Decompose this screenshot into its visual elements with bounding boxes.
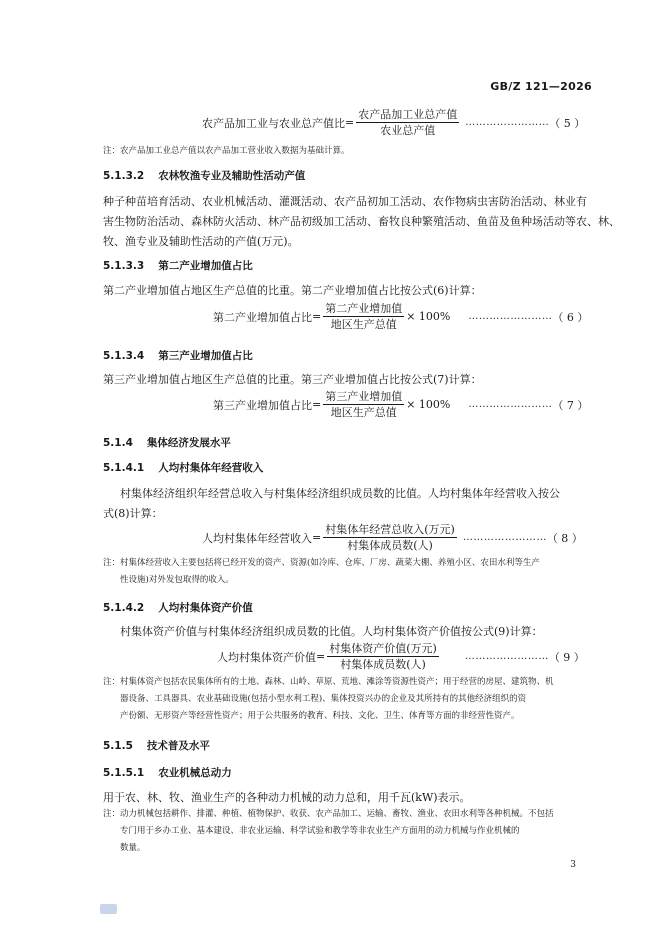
paragraph: 第三产业增加值占地区生产总值的比重。第三产业增加值占比按公式(7)计算： <box>103 373 482 386</box>
section-heading-5-1-3-2 <box>103 168 305 183</box>
formula-eq: = <box>316 650 326 663</box>
section-number: 5.1.3.3 <box>103 260 145 272</box>
note-line: 注：动力机械包括耕作、排灌、种植、植物保护、收获、农产品加工、运输、畜牧、渔业、农田水利等各种机械。不包括 <box>103 809 554 819</box>
formula-numerator: 农产品加工业总产值 <box>358 108 458 121</box>
formula-9 <box>217 642 585 671</box>
formula-leader-dots: …………………… <box>468 311 553 322</box>
section-heading-5-1-3-3 <box>103 258 253 273</box>
note-line: 性设施)对外发包取得的收入。 <box>120 575 234 585</box>
section-title: 技术普及水平 <box>146 740 210 752</box>
note-line: 注：村集体资产包括农民集体所有的土地、森林、山岭、草原、荒地、滩涂等资源性资产；用于经营的房屋、建筑物、机 <box>103 677 554 687</box>
formula-leader-dots: …………………… <box>462 532 547 543</box>
formula-denominator: 农业总产值 <box>380 124 436 137</box>
section-heading-5-1-3-4 <box>103 348 253 363</box>
paragraph-line: 害生物防治活动、森林防火活动、林产品初级加工活动、畜牧良种繁殖活动、鱼苗及鱼种场活动等农、林、 <box>103 215 620 228</box>
section-number: 5.1.4.2 <box>103 602 145 614</box>
formula-fraction <box>323 523 457 552</box>
formula-number: （ 5 ） <box>549 116 586 130</box>
formula-numerator: 第三产业增加值 <box>325 390 403 403</box>
paragraph: 第二产业增加值占地区生产总值的比重。第二产业增加值占比按公式(6)计算： <box>103 284 482 297</box>
formula-6 <box>213 302 588 331</box>
note-line: 数量。 <box>120 843 146 853</box>
section-heading-5-1-5 <box>103 738 210 753</box>
section-number: 5.1.5.1 <box>103 767 145 779</box>
note-line: 器设备、工具器具、农业基础设施(包括小型水利工程)、集体投资兴办的企业及其所持有的其他经济组织的资 <box>120 694 527 704</box>
section-number: 5.1.4 <box>103 437 133 449</box>
formula-eq: = <box>312 398 322 411</box>
section-number: 5.1.5 <box>103 740 133 752</box>
paragraph-line: 种子种苗培育活动、农业机械活动、灌溉活动、农产品初加工活动、农作物病虫害防治活动、林业有 <box>103 195 587 208</box>
formula-number: （ 9 ） <box>548 650 585 664</box>
section-heading-5-1-4-1 <box>103 460 263 475</box>
formula-eq: = <box>312 531 322 544</box>
formula-leader-dots: …………………… <box>468 399 553 410</box>
paragraph: 村集体资产价值与村集体经济组织成员数的比值。人均村集体资产价值按公式(9)计算： <box>120 625 543 638</box>
formula-multiplier: × 100% <box>406 310 451 323</box>
formula-numerator: 村集体资产价值(万元) <box>329 642 437 655</box>
formula-number: （ 8 ） <box>546 531 583 545</box>
formula-fraction <box>323 302 404 331</box>
section-heading-5-1-4-2 <box>103 600 253 615</box>
section-title: 人均村集体资产价值 <box>158 602 253 614</box>
formula-leader-dots: …………………… <box>464 651 549 662</box>
formula-7 <box>213 390 588 419</box>
section-title: 第二产业增加值占比 <box>158 260 253 272</box>
formula-lhs: 人均村集体年经营收入 <box>202 531 312 545</box>
note-line: 产份额、无形资产等经营性资产；用于公共服务的教育、科技、文化、卫生、体育等方面的非经营性资产。 <box>120 711 520 721</box>
section-title: 人均村集体年经营收入 <box>158 462 264 474</box>
watermark-logo <box>100 904 117 914</box>
paragraph-line: 村集体经济组织年经营总收入与村集体经济组织成员数的比值。人均村集体年经营收入按公 <box>120 487 560 500</box>
note-line: 专门用于乡办工业、基本建设、非农业运输、科学试验和教学等非农业生产方面用的动力机械与作业机械的 <box>120 826 520 836</box>
paragraph-line: 牧、渔专业及辅助性活动的产值(万元)。 <box>103 235 299 248</box>
section-number: 5.1.3.2 <box>103 170 145 182</box>
section-title: 集体经济发展水平 <box>146 437 231 449</box>
section-title: 第三产业增加值占比 <box>158 350 253 362</box>
formula-5 <box>202 108 585 137</box>
formula-lhs: 第二产业增加值占比 <box>213 310 312 324</box>
formula-lhs: 农产品加工业与农业总产值比 <box>202 116 345 130</box>
formula-fraction <box>327 642 439 671</box>
formula-eq: = <box>312 310 322 323</box>
section-number: 5.1.4.1 <box>103 462 145 474</box>
formula-number: （ 6 ） <box>552 310 589 324</box>
section-title: 农林牧渔专业及辅助性活动产值 <box>158 170 306 182</box>
paragraph-line: 式(8)计算： <box>103 507 163 520</box>
formula-numerator: 第二产业增加值 <box>325 302 403 315</box>
formula-eq: = <box>345 116 355 129</box>
formula-number: （ 7 ） <box>552 398 589 412</box>
note-line: 注：村集体经营收入主要包括将已经开发的资产、资源(如冷库、仓库、厂房、蔬菜大棚、养殖小区、农田水利等生产 <box>103 558 540 568</box>
page-number: 3 <box>570 860 576 870</box>
formula-8 <box>202 523 583 552</box>
formula-denominator: 地区生产总值 <box>330 406 397 419</box>
paragraph: 用于农、林、牧、渔业生产的各种动力机械的动力总和，用千瓦(kW)表示。 <box>103 791 471 804</box>
formula-denominator: 地区生产总值 <box>330 318 397 331</box>
section-heading-5-1-4 <box>103 435 231 450</box>
note-5: 注：农产品加工业总产值以农产品加工营业收入数据为基础计算。 <box>103 146 350 156</box>
formula-lhs: 第三产业增加值占比 <box>213 398 312 412</box>
formula-fraction <box>323 390 404 419</box>
formula-denominator: 村集体成员数(人) <box>347 539 433 552</box>
formula-multiplier: × 100% <box>406 398 451 411</box>
formula-numerator: 村集体年经营总收入(万元) <box>325 523 455 536</box>
formula-leader-dots: …………………… <box>465 117 550 128</box>
formula-denominator: 村集体成员数(人) <box>340 658 426 671</box>
formula-lhs: 人均村集体资产价值 <box>217 650 316 664</box>
section-title: 农业机械总动力 <box>158 767 232 779</box>
section-number: 5.1.3.4 <box>103 350 145 362</box>
formula-fraction <box>356 108 459 137</box>
standard-code: GB/Z 121—2026 <box>490 80 592 93</box>
section-heading-5-1-5-1 <box>103 765 232 780</box>
